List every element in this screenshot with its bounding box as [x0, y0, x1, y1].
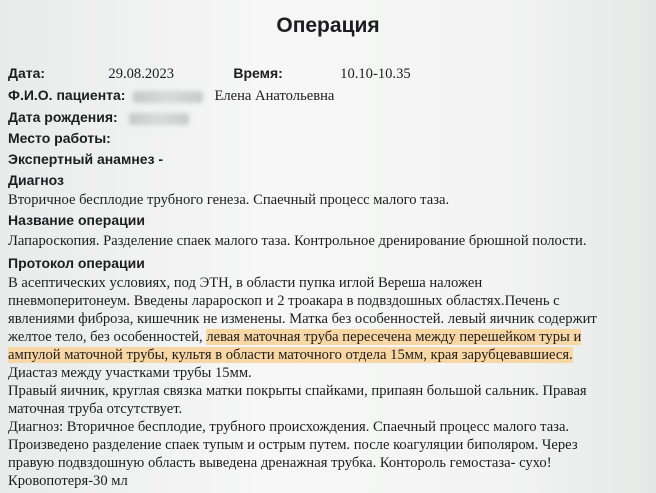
- anamnesis-label: Экспертный анамнез -: [8, 151, 164, 167]
- birth-row: [8, 108, 189, 127]
- patient-label: Ф.И.О. пациента:: [8, 87, 126, 103]
- protocol-line-11: правую подвздошную область выведена дренажная трубка. Конторoль гемостаза- сухо!: [8, 455, 552, 471]
- protocol-line-12: Кровопотеря-30 мл: [8, 473, 128, 489]
- patient-row: [8, 86, 334, 105]
- patient-value: Елена Анатольевна: [214, 88, 335, 104]
- document-title: Операция: [276, 14, 380, 37]
- diagnosis-text: Вторичное бесплодие трубного генеза. Спаечный процесс малого таза.: [8, 192, 450, 208]
- redacted-surname: [133, 91, 203, 103]
- operation-name-text: Лапароскопия. Разделение спаек малого таза. Контрольное дренирование брюшной полости.: [8, 233, 587, 249]
- redacted-birthdate: [129, 113, 189, 125]
- time-value: 10.10-10.35: [340, 66, 411, 82]
- protocol-line-3: явлениями фиброза, кишечник не изменены. Матка без особенностей. левый яичник содержит: [8, 311, 597, 327]
- operation-name-label: Название операции: [8, 212, 145, 228]
- protocol-line-8: маточная труба отсутствует.: [8, 401, 183, 417]
- date-time-row: [8, 64, 411, 83]
- work-label: Место работы:: [8, 130, 111, 146]
- protocol-line-4-plain: желтое тело, без особенностей,: [8, 329, 207, 345]
- diagnosis-label: Диагноз: [8, 172, 64, 188]
- highlighted-finding-cont: ампулой маточной трубы, культя в области маточного отдела 15мм, края зарубцевавшиеся.: [8, 347, 573, 363]
- protocol-line-10: Произведено разделение спаек тупым и острым путем. после коагуляции биполяром. Через: [8, 437, 578, 453]
- date-value: 29.08.2023: [108, 66, 175, 82]
- date-label: Дата:: [8, 65, 46, 81]
- protocol-line-1: В асептических условиях, под ЭТН, в области пупка иглой Вереша наложен: [8, 275, 483, 291]
- birth-label: Дата рождения:: [8, 109, 118, 125]
- protocol-line-7: Правый яичник, круглая связка матки покрыты спайками, припаян большой сальник. Правая: [8, 383, 587, 399]
- protocol-line-6: Диастаз между участками трубы 15мм.: [8, 365, 252, 381]
- protocol-label: Протокол операции: [8, 255, 145, 271]
- protocol-line-9: Диагноз: Вторичное бесплодие, трубного происхождения. Спаечный процесс малого таза.: [8, 419, 570, 435]
- protocol-line-2: пневмоперитонеум. Введены лараpоскоп и 2 троакара в подвздошных областях.Печень с: [8, 293, 560, 309]
- highlighted-finding: левая маточная труба пересечена между перешейком туры и: [206, 329, 582, 345]
- time-label: Время:: [233, 65, 283, 81]
- protocol-line-5: [8, 346, 573, 364]
- protocol-line-4: [8, 328, 581, 346]
